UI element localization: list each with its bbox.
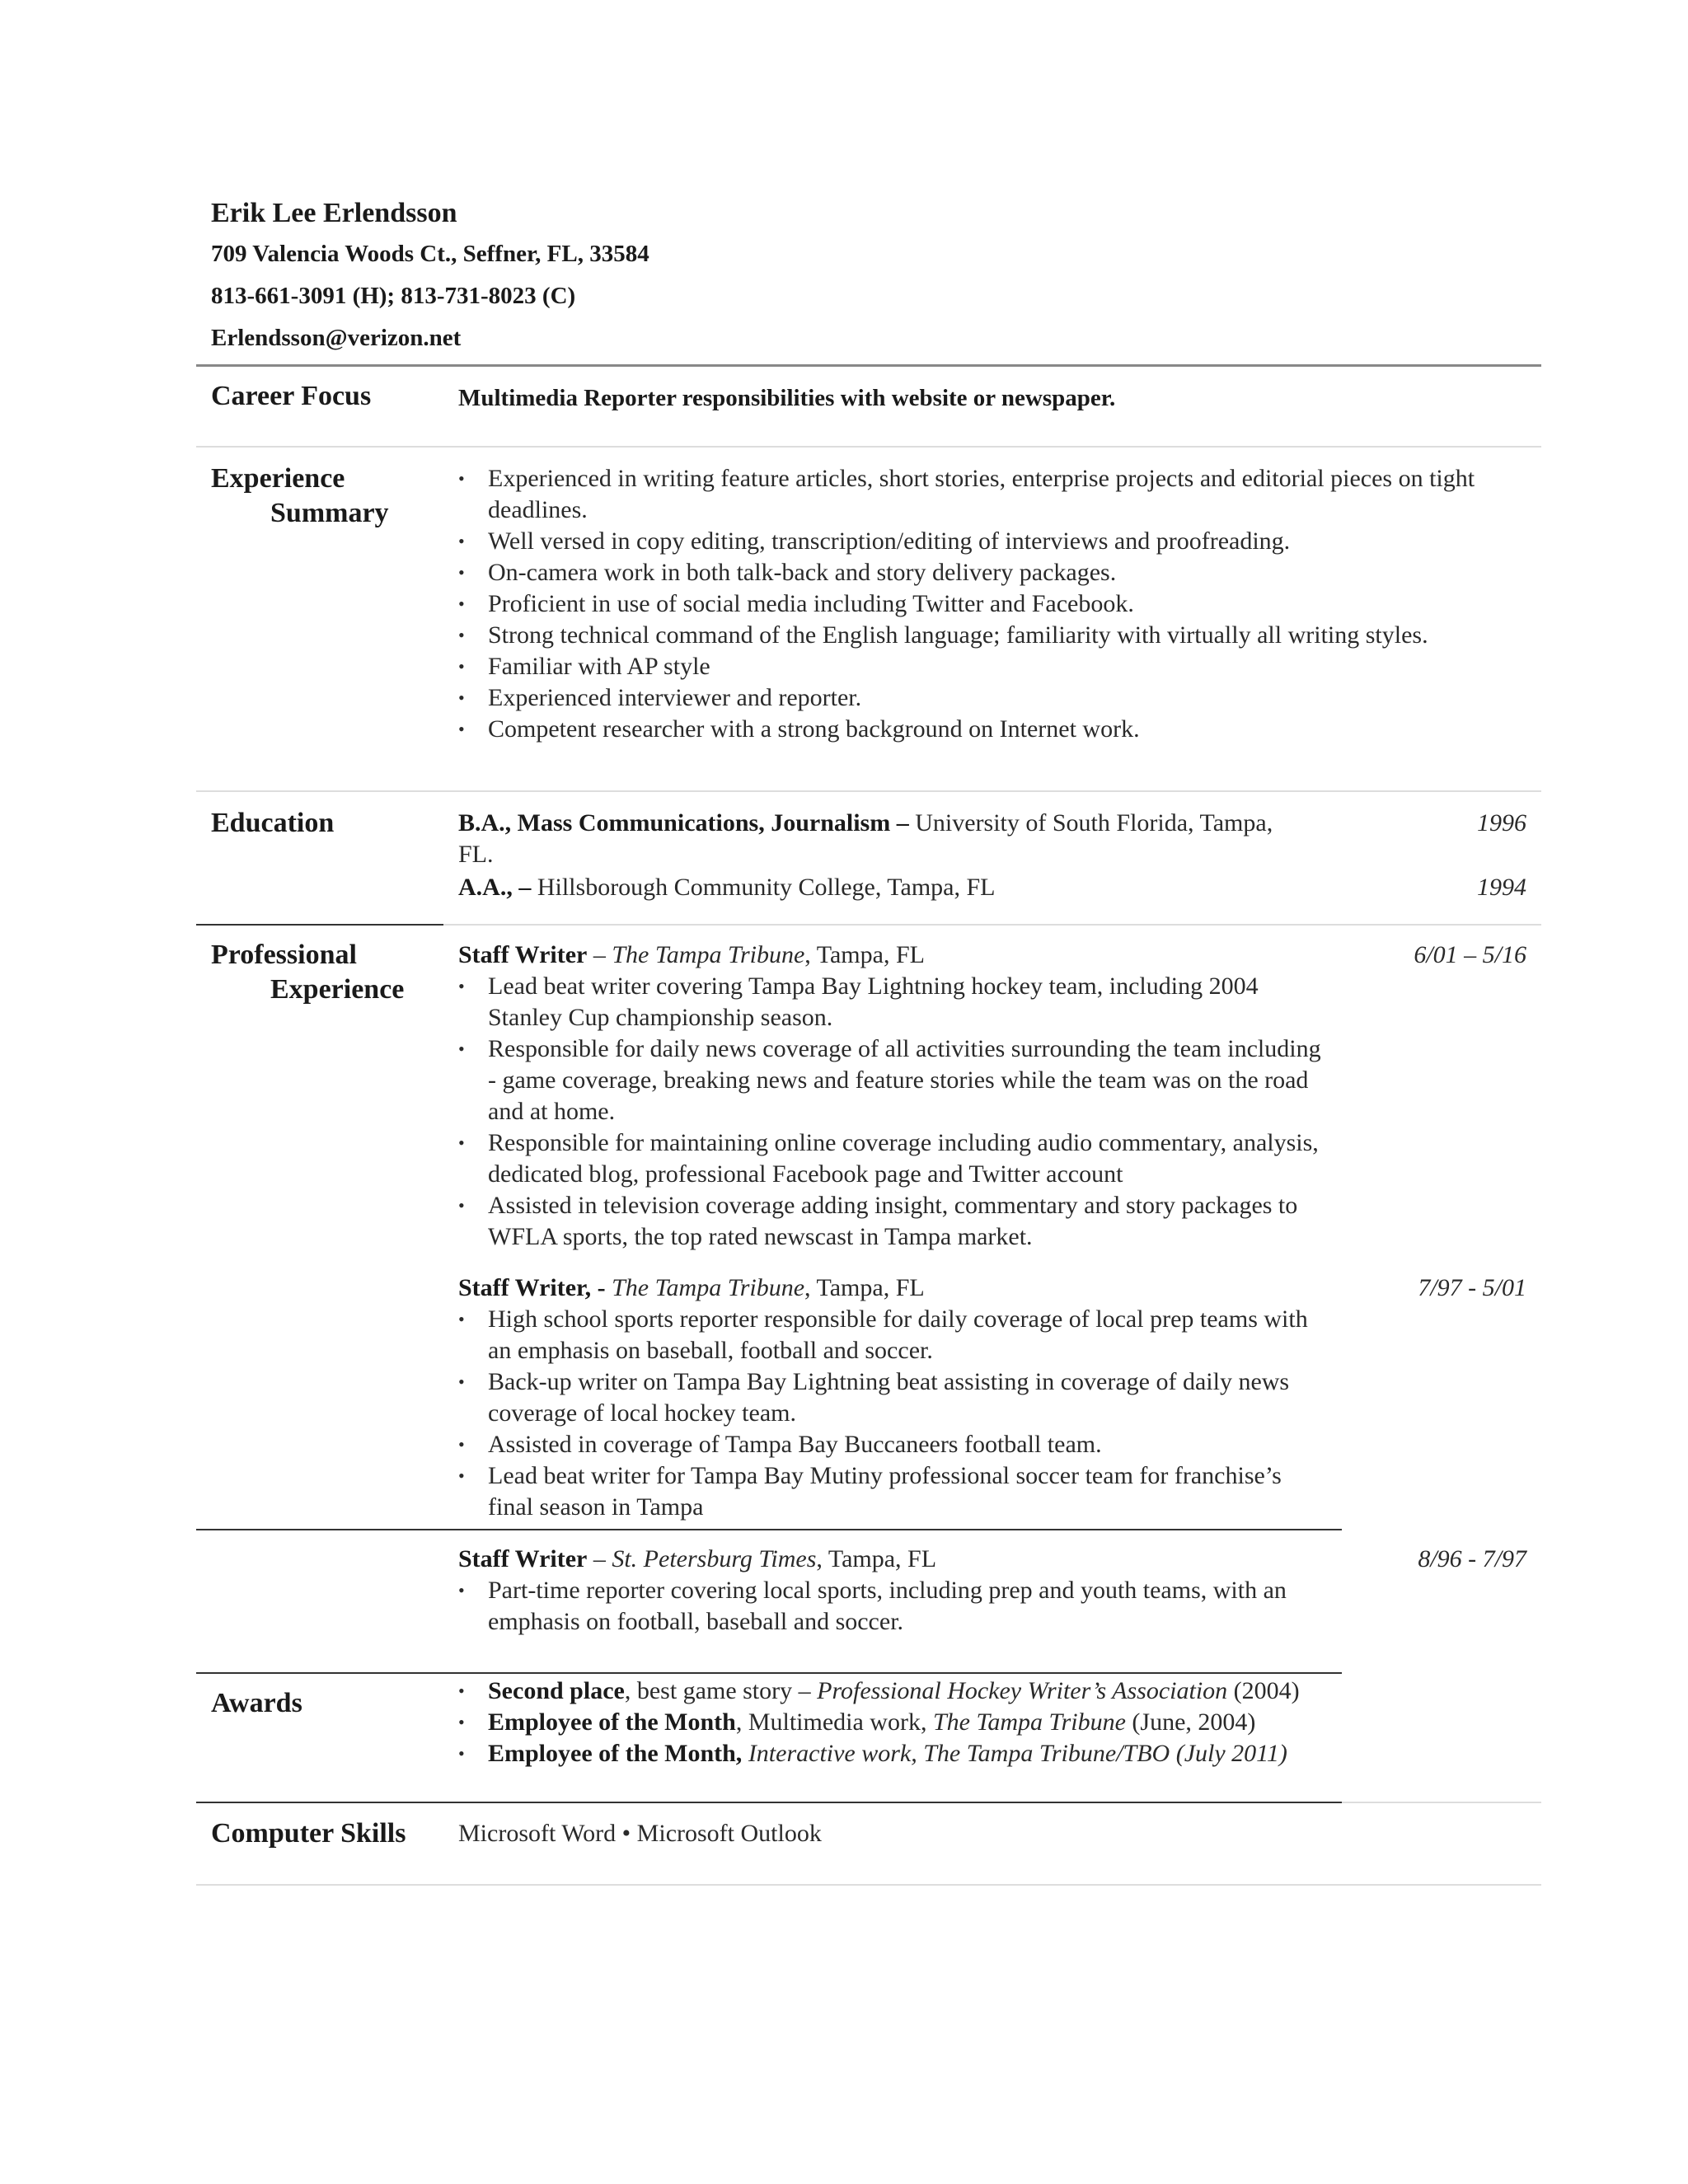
education-year: 1996	[1477, 809, 1526, 837]
list-item: • Responsible for daily news coverage of all activities surrounding the team including - game coverage, breaking news and feature stories while the team was on the road and at home.	[458, 1033, 1332, 1127]
section-divider	[196, 1884, 1541, 1886]
address: 709 Valencia Woods Ct., Seffner, FL, 33584	[211, 241, 649, 267]
publication: St. Petersburg Times	[612, 1545, 817, 1572]
header-divider	[196, 364, 1541, 367]
job-entry	[458, 1544, 1332, 1638]
list-item: • High school sports reporter responsible for daily coverage of local prep teams with an emphasis on baseball, football and soccer.	[458, 1304, 1332, 1366]
award-detail	[742, 1740, 748, 1767]
list-item	[458, 1707, 1332, 1738]
job-dates: 8/96 - 7/97	[1418, 1545, 1526, 1572]
career-focus-label: Career Focus	[211, 381, 372, 411]
list-item: • Assisted in television coverage adding insight, commentary and story packages to WFLA sports, the top rated newscast in Tampa market.	[458, 1190, 1332, 1253]
publication: The Tampa Tribune	[612, 941, 805, 968]
section-divider	[196, 1802, 1342, 1803]
list-item: • Part-time reporter covering local sports, including prep and youth teams, with an emphasis on football, baseball and soccer.	[458, 1575, 1332, 1638]
education-label: Education	[211, 808, 335, 838]
section-divider	[196, 790, 1541, 792]
computer-skills-text: Microsoft Word • Microsoft Outlook	[458, 1820, 822, 1847]
job-title: Staff Writer	[458, 1545, 588, 1572]
list-item	[458, 1675, 1332, 1707]
job-location: , Tampa, FL	[804, 1274, 925, 1301]
job-separator: –	[587, 941, 612, 968]
job-entry	[458, 940, 1332, 1253]
award-detail: , best game story –	[624, 1677, 818, 1704]
job-separator	[606, 1274, 612, 1301]
computer-skills-label: Computer Skills	[211, 1818, 406, 1849]
list-item	[458, 1738, 1332, 1769]
candidate-name: Erik Lee Erlendsson	[211, 198, 457, 228]
job-separator: –	[587, 1545, 612, 1572]
list-item: • Lead beat writer for Tampa Bay Mutiny professional soccer team for franchise’s final season in Tampa	[458, 1460, 1332, 1523]
job-title: Staff Writer, -	[458, 1274, 606, 1301]
award-year: (2004)	[1227, 1677, 1300, 1704]
job-heading	[458, 940, 1332, 971]
experience-summary-label-line2: Summary	[270, 498, 389, 528]
award-org: Professional Hockey Writer’s Association	[817, 1677, 1228, 1704]
award-detail: , Multimedia work,	[735, 1708, 933, 1736]
awards-label: Awards	[211, 1688, 302, 1718]
award-org: Interactive work, The Tampa Tribune/TBO (July 2011)	[748, 1740, 1287, 1767]
job-entry	[458, 1272, 1332, 1523]
award-org: The Tampa Tribune	[932, 1708, 1126, 1736]
section-divider	[196, 1529, 1342, 1530]
list-item: • Well versed in copy editing, transcription/editing of interviews and proofreading.	[458, 526, 1489, 557]
school: University of South Florida, Tampa, FL.	[458, 809, 1273, 868]
award-year: (June, 2004)	[1125, 1708, 1256, 1736]
award-title: Second place	[488, 1677, 625, 1704]
award-title: Employee of the Month,	[488, 1740, 743, 1767]
experience-summary-label-line1: Experience	[211, 463, 345, 494]
professional-experience-label-line2: Experience	[270, 974, 405, 1005]
school: Hillsborough Community College, Tampa, FL	[531, 874, 996, 901]
list-item: • Lead beat writer covering Tampa Bay Lightning hockey team, including 2004 Stanley Cup championship season.	[458, 971, 1332, 1033]
award-title: Employee of the Month	[488, 1708, 736, 1736]
job-title: Staff Writer	[458, 941, 588, 968]
awards-list	[458, 1675, 1332, 1769]
list-item: • Experienced interviewer and reporter.	[458, 682, 1489, 714]
job-location: , Tampa, FL	[816, 1545, 937, 1572]
career-focus-text: Multimedia Reporter responsibilities with website or newspaper.	[458, 385, 1116, 411]
phone-numbers: 813-661-3091 (H); 813-731-8023 (C)	[211, 283, 576, 309]
list-item: • Assisted in coverage of Tampa Bay Buccaneers football team.	[458, 1429, 1332, 1460]
section-divider	[443, 924, 1541, 926]
section-divider	[196, 446, 1541, 448]
list-item: • Proficient in use of social media including Twitter and Facebook.	[458, 588, 1489, 620]
experience-summary-list	[458, 463, 1489, 745]
education-year: 1994	[1477, 874, 1526, 901]
list-item: • Experienced in writing feature articles, short stories, enterprise projects and editorial pieces on tight deadlines.	[458, 463, 1489, 526]
job-location: , Tampa, FL	[804, 941, 925, 968]
list-item: • On-camera work in both talk-back and story delivery packages.	[458, 557, 1489, 588]
job-heading	[458, 1544, 1332, 1575]
section-divider	[196, 1672, 1342, 1674]
section-divider	[1342, 1802, 1541, 1803]
job-heading	[458, 1272, 1332, 1304]
professional-experience-label-line1: Professional	[211, 940, 357, 970]
list-item: • Responsible for maintaining online coverage including audio commentary, analysis, dedicated blog, professional Facebook page and Twitter account	[458, 1127, 1332, 1190]
education-entry	[458, 808, 1282, 870]
education-entry	[458, 872, 1282, 903]
email: Erlendsson@verizon.net	[211, 325, 462, 351]
job-dates: 7/97 - 5/01	[1418, 1274, 1526, 1301]
list-item: • Competent researcher with a strong background on Internet work.	[458, 714, 1489, 745]
publication: The Tampa Tribune	[612, 1274, 805, 1301]
degree: A.A., –	[458, 874, 532, 901]
job-dates: 6/01 – 5/16	[1414, 941, 1526, 968]
list-item: • Back-up writer on Tampa Bay Lightning beat assisting in coverage of daily news coverage of local hockey team.	[458, 1366, 1332, 1429]
experience-summary-label	[211, 462, 389, 531]
list-item: • Familiar with AP style	[458, 651, 1489, 682]
list-item: • Strong technical command of the English language; familiarity with virtually all writing styles.	[458, 620, 1489, 651]
professional-experience-label	[211, 938, 404, 1007]
section-divider	[196, 924, 443, 926]
degree: B.A., Mass Communications, Journalism –	[458, 809, 909, 837]
